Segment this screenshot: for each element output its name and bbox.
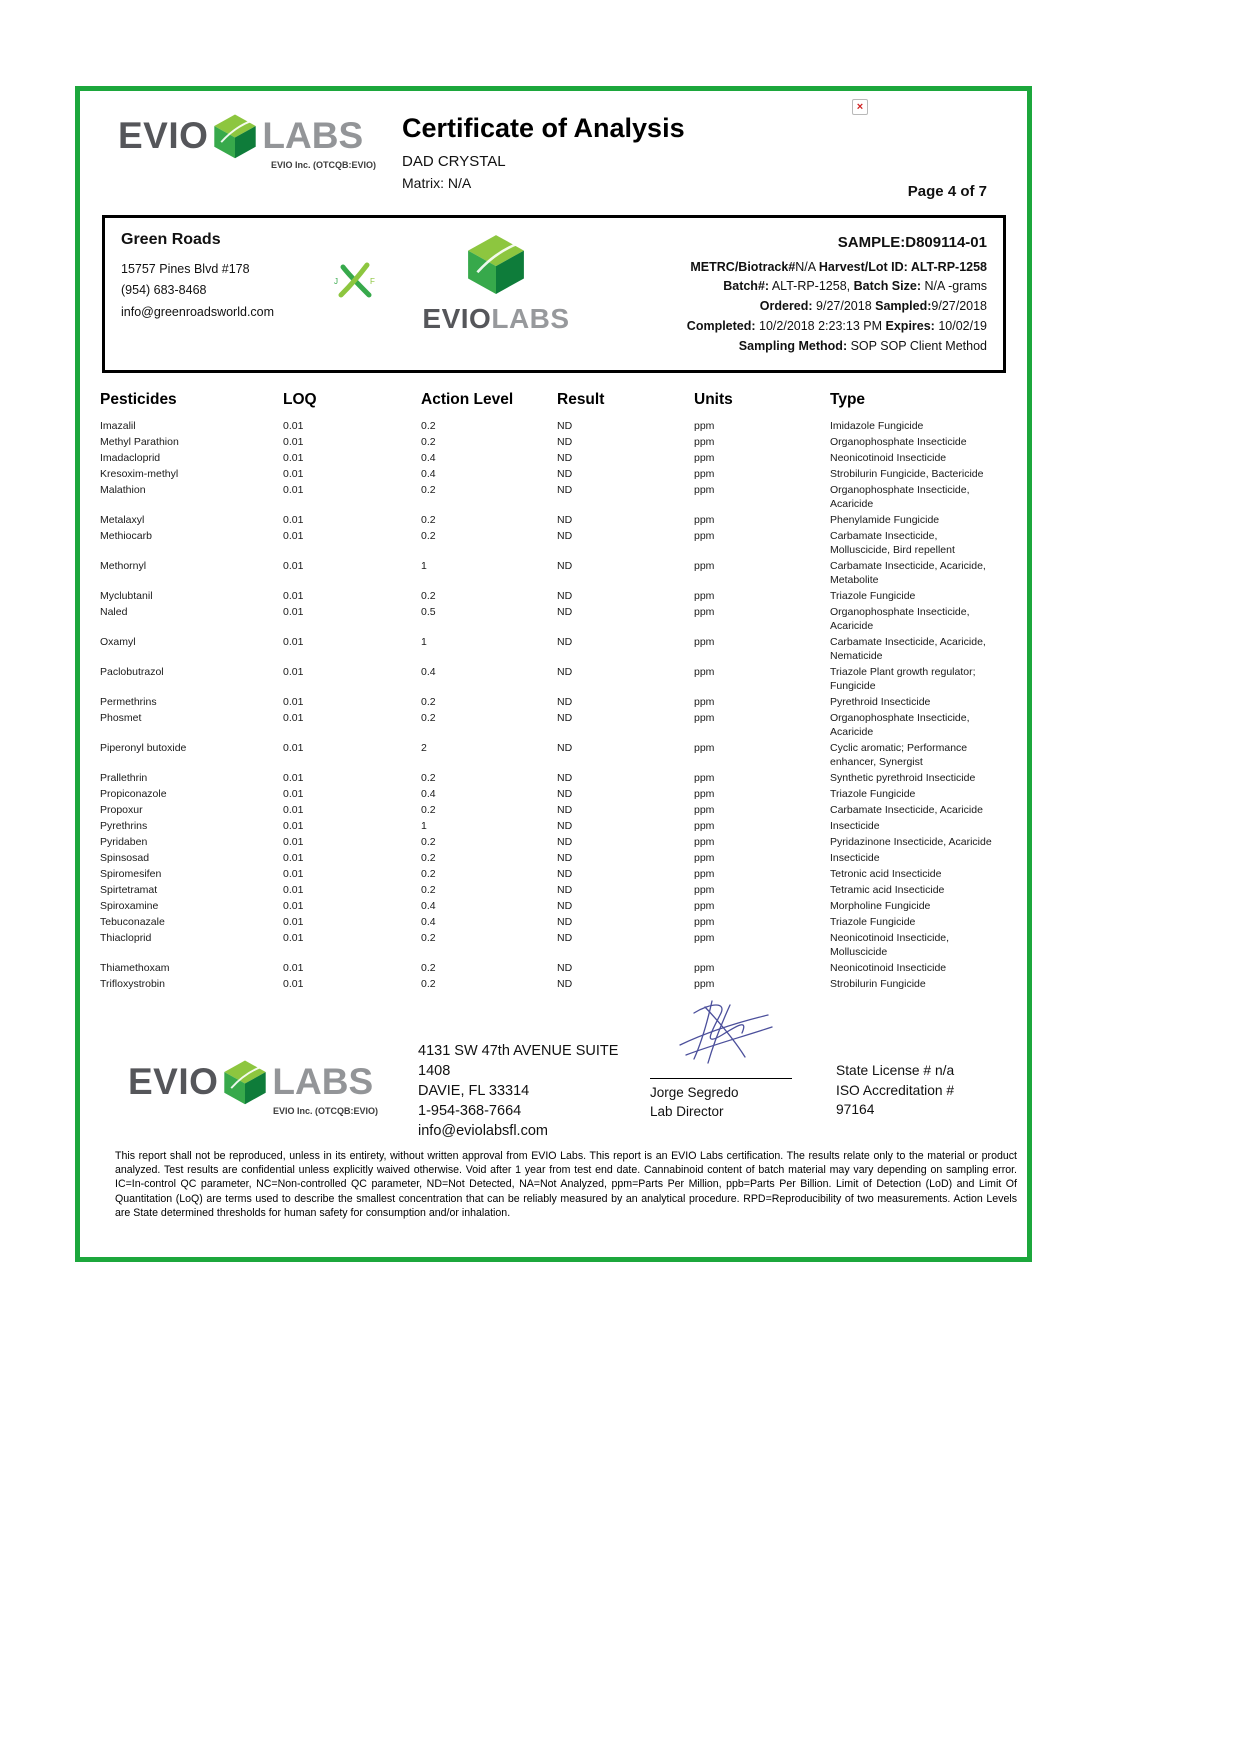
loq-value: 0.01 — [283, 666, 304, 678]
result-value: ND — [557, 666, 573, 678]
result-value: ND — [557, 514, 573, 526]
client-block — [121, 231, 333, 360]
svg-text:F: F — [370, 277, 375, 286]
table-body — [100, 419, 1006, 993]
units-value: ppm — [694, 420, 715, 432]
units-value: ppm — [694, 696, 715, 708]
loq-value: 0.01 — [283, 436, 304, 448]
result-value: ND — [557, 712, 573, 724]
table-row — [100, 559, 1006, 589]
type-value: Carbamate Insecticide, Acaricide — [830, 804, 983, 816]
license-block — [836, 1061, 954, 1120]
type-value: Organophosphate Insecticide, Acaricide — [830, 712, 970, 738]
action-level-value: 0.2 — [421, 932, 436, 944]
matrix-label: Matrix: N/A — [402, 175, 472, 191]
table-row — [100, 695, 1006, 711]
units-value: ppm — [694, 932, 715, 944]
table-row — [100, 741, 1006, 771]
text-segment: Ordered: — [759, 299, 813, 314]
lab-address-line: DAVIE, FL 33314 — [418, 1083, 530, 1099]
type-value: Pyridazinone Insecticide, Acaricide — [830, 836, 992, 848]
loq-value: 0.01 — [283, 962, 304, 974]
harvest-lot-line — [615, 258, 987, 278]
action-level-value: 0.2 — [421, 514, 436, 526]
type-value: Strobilurin Fungicide — [830, 978, 926, 990]
text-segment: Sampled: — [875, 299, 932, 314]
pesticide-name: Metalaxyl — [100, 514, 145, 526]
loq-value: 0.01 — [283, 712, 304, 724]
result-value: ND — [557, 884, 573, 896]
table-row — [100, 851, 1006, 867]
footer-logo-row — [128, 1059, 378, 1105]
action-level-value: 0.2 — [421, 420, 436, 432]
lab-address — [418, 1041, 618, 1141]
pesticide-name: Naled — [100, 606, 128, 618]
units-value: ppm — [694, 484, 715, 496]
loq-value: 0.01 — [283, 836, 304, 848]
units-value: ppm — [694, 788, 715, 800]
pesticide-name: Propoxur — [100, 804, 143, 816]
text-segment: Sampling Method: — [738, 338, 848, 353]
pesticide-name: Thiamethoxam — [100, 962, 170, 974]
pesticide-name: Methornyl — [100, 560, 147, 572]
loq-value: 0.01 — [283, 530, 304, 542]
type-value: Triazole Fungicide — [830, 590, 916, 602]
action-level-value: 0.2 — [421, 804, 436, 816]
logo-subtext: EVIO Inc. (OTCQB:EVIO) — [272, 1106, 378, 1116]
center-logo-text — [422, 303, 569, 335]
evio-labs-center-logo — [377, 231, 615, 360]
units-value: ppm — [694, 820, 715, 832]
units-value: ppm — [694, 452, 715, 464]
units-value: ppm — [694, 742, 715, 754]
sample-details — [615, 231, 987, 360]
units-value: ppm — [694, 712, 715, 724]
result-value: ND — [557, 742, 573, 754]
license-line: State License # n/a — [836, 1063, 955, 1078]
action-level-value: 0.4 — [421, 916, 436, 928]
loq-value: 0.01 — [283, 884, 304, 896]
client-address-line: 15757 Pines Blvd #178 — [121, 262, 250, 276]
text-segment: Batch Size: — [853, 279, 921, 294]
text-segment: Harvest/Lot ID: ALT-RP-1258 — [818, 259, 987, 274]
center-logo-evio: EVIO — [422, 303, 492, 334]
text-segment: Batch#: — [723, 279, 770, 294]
result-value: ND — [557, 804, 573, 816]
units-value: ppm — [694, 852, 715, 864]
action-level-value: 0.2 — [421, 884, 436, 896]
pesticide-name: Spiroxamine — [100, 900, 159, 912]
units-value: ppm — [694, 962, 715, 974]
logo-labs-text: LABS — [272, 1061, 374, 1102]
loq-value: 0.01 — [283, 900, 304, 912]
table-row — [100, 605, 1006, 635]
result-value: ND — [557, 452, 573, 464]
completed-expires-line — [615, 317, 987, 337]
action-level-value: 0.2 — [421, 978, 436, 990]
action-level-value: 0.2 — [421, 712, 436, 724]
units-value: ppm — [694, 868, 715, 880]
loq-value: 0.01 — [283, 820, 304, 832]
table-row — [100, 435, 1006, 451]
action-level-value: 0.2 — [421, 484, 436, 496]
table-row — [100, 977, 1006, 993]
pesticide-name: Spinsosad — [100, 852, 150, 864]
action-level-value: 0.2 — [421, 836, 436, 848]
col-header-units: Units — [694, 391, 733, 408]
action-level-value: 0.2 — [421, 696, 436, 708]
ordered-sampled-line — [615, 297, 987, 317]
logo-labs-text: LABS — [262, 115, 364, 156]
action-level-value: 0.4 — [421, 452, 436, 464]
type-value: Insecticide — [830, 820, 880, 832]
units-value: ppm — [694, 468, 715, 480]
evio-labs-footer-logo — [128, 1059, 378, 1116]
type-value: Cyclic aromatic; Performance enhancer, Synergist — [830, 742, 968, 768]
pesticide-name: Phosmet — [100, 712, 142, 724]
text-segment: Expires: — [885, 318, 935, 333]
pesticide-name: Paclobutrazol — [100, 666, 164, 678]
signature-line — [650, 1078, 792, 1079]
text-segment: 10/2/2018 2:23:13 PM — [755, 318, 886, 333]
type-value: Triazole Plant growth regulator; Fungicide — [830, 666, 976, 692]
evio-cube-icon — [222, 1059, 268, 1105]
table-row — [100, 835, 1006, 851]
col-header-action-level: Action Level — [421, 391, 514, 408]
action-level-value: 0.2 — [421, 852, 436, 864]
result-value: ND — [557, 606, 573, 618]
evio-cube-icon — [465, 233, 527, 295]
pesticide-name: Spirtetramat — [100, 884, 158, 896]
logo-subtext: EVIO Inc. (OTCQB:EVIO) — [270, 160, 376, 170]
text-segment: 10/02/19 — [934, 318, 987, 333]
units-value: ppm — [694, 590, 715, 602]
result-value: ND — [557, 772, 573, 784]
units-value: ppm — [694, 514, 715, 526]
pesticide-name: Methyl Parathion — [100, 436, 179, 448]
type-value: Carbamate Insecticide, Molluscicide, Bird repellent — [830, 530, 955, 556]
units-value: ppm — [694, 772, 715, 784]
disclaimer-text: This report shall not be reproduced, unless in its entirety, without written approval from EVIO Labs. This report is an EVIO Labs certification. The results relate only to the material or product analyzed. Test results are confidential unless explicitly waived otherwise. Void after 1 year from test end date. Cannabinoid content of batch material may vary depending on sampling error. IC=In-control QC parameter, NC=Non-controlled QC parameter, ND=Not Detected, NA=Not Analyzed, ppm=Parts Per Million, ppb=Parts Per Billion. Limit of Detection (LoD) and Limit Of Quantitation (LoQ) are terms used to describe the smallest concentration that can be reliably measured by an analytical procedure. RPD=Reproducibility of two measurements. Action Levels are State determined thresholds for human safety for consumption and/or inhalation. — [115, 1150, 1017, 1219]
result-value: ND — [557, 962, 573, 974]
loq-value: 0.01 — [283, 852, 304, 864]
col-header-loq: LOQ — [283, 391, 317, 408]
type-value: Tetronic acid Insecticide — [830, 868, 942, 880]
result-value: ND — [557, 420, 573, 432]
title-block — [402, 113, 685, 191]
result-value: ND — [557, 484, 573, 496]
pesticide-name: Propiconazole — [100, 788, 167, 800]
units-value: ppm — [694, 978, 715, 990]
loq-value: 0.01 — [283, 514, 304, 526]
table-row — [100, 803, 1006, 819]
text-segment: 9/27/2018 — [812, 299, 876, 314]
pesticide-name: Tebuconazale — [100, 916, 165, 928]
action-level-value: 0.2 — [421, 962, 436, 974]
result-value: ND — [557, 820, 573, 832]
lab-address-line: 1-954-368-7664 — [418, 1103, 522, 1119]
table-row — [100, 771, 1006, 787]
loq-value: 0.01 — [283, 916, 304, 928]
type-value: Imidazole Fungicide — [830, 420, 924, 432]
jf-leaf-icon — [333, 255, 377, 305]
header — [80, 91, 1027, 200]
license-line: 97164 — [836, 1102, 875, 1118]
action-level-value: 0.2 — [421, 530, 436, 542]
type-value: Synthetic pyrethroid Insecticide — [830, 772, 976, 784]
action-level-value: 0.5 — [421, 606, 436, 618]
table-row — [100, 867, 1006, 883]
pesticide-name: Piperonyl butoxide — [100, 742, 187, 754]
units-value: ppm — [694, 636, 715, 648]
result-value: ND — [557, 560, 573, 572]
pesticides-table — [100, 391, 1006, 993]
lab-address-line: 1408 — [418, 1063, 451, 1079]
table-row — [100, 931, 1006, 961]
loq-value: 0.01 — [283, 742, 304, 754]
loq-value: 0.01 — [283, 772, 304, 784]
action-level-value: 0.2 — [421, 772, 436, 784]
result-value: ND — [557, 900, 573, 912]
type-value: Pyrethroid Insecticide — [830, 696, 931, 708]
evio-labs-logo-row — [118, 113, 376, 159]
type-value: Phenylamide Fungicide — [830, 514, 940, 526]
text-segment: SOP SOP Client Method — [847, 338, 987, 353]
action-level-value: 0.4 — [421, 788, 436, 800]
pesticide-name: Methiocarb — [100, 530, 152, 542]
action-level-value: 0.2 — [421, 590, 436, 602]
result-value: ND — [557, 436, 573, 448]
loq-value: 0.01 — [283, 560, 304, 572]
table-row — [100, 915, 1006, 931]
units-value: ppm — [694, 804, 715, 816]
text-segment: N/A -grams — [921, 279, 987, 294]
loq-value: 0.01 — [283, 788, 304, 800]
table-row — [100, 961, 1006, 977]
units-value: ppm — [694, 916, 715, 928]
loq-value: 0.01 — [283, 636, 304, 648]
units-value: ppm — [694, 884, 715, 896]
type-value: Carbamate Insecticide, Acaricide, Nematicide — [830, 636, 986, 662]
pesticide-name: Spiromesifen — [100, 868, 162, 880]
batch-line — [615, 277, 987, 297]
pesticide-name: Oxamyl — [100, 636, 136, 648]
table-row — [100, 787, 1006, 803]
table-row — [100, 635, 1006, 665]
type-value: Morpholine Fungicide — [830, 900, 931, 912]
pesticide-name: Permethrins — [100, 696, 157, 708]
table-row — [100, 529, 1006, 559]
logo-evio-text: EVIO — [118, 115, 209, 156]
evio-cube-icon — [212, 113, 258, 159]
loq-value: 0.01 — [283, 932, 304, 944]
result-value: ND — [557, 836, 573, 848]
table-row — [100, 451, 1006, 467]
loq-value: 0.01 — [283, 978, 304, 990]
type-value: Neonicotinoid Insecticide, Molluscicide — [830, 932, 950, 958]
action-level-value: 0.4 — [421, 666, 436, 678]
type-value: Carbamate Insecticide, Acaricide, Metabolite — [830, 560, 986, 586]
client-name: Green Roads — [121, 231, 221, 248]
signer-name: Jorge Segredo — [650, 1085, 739, 1100]
signature-block — [650, 993, 805, 1119]
result-value: ND — [557, 868, 573, 880]
units-value: ppm — [694, 530, 715, 542]
lab-address-line: info@eviolabsfl.com — [418, 1123, 548, 1139]
loq-value: 0.01 — [283, 468, 304, 480]
license-line: ISO Accreditation # — [836, 1082, 955, 1098]
pesticide-name: Imazalil — [100, 420, 136, 432]
action-level-value: 1 — [421, 560, 427, 572]
units-value: ppm — [694, 560, 715, 572]
action-level-value: 1 — [421, 820, 427, 832]
text-segment: N/A — [795, 259, 819, 274]
logo-evio-text: EVIO — [128, 1061, 219, 1102]
type-value: Neonicotinoid Insecticide — [830, 452, 947, 464]
svg-text:J: J — [334, 277, 338, 286]
units-value: ppm — [694, 900, 715, 912]
col-header-result: Result — [557, 391, 605, 408]
page-number: Page 4 of 7 — [907, 183, 987, 200]
broken-image-icon: × — [852, 99, 868, 115]
text-segment: METRC/Biotrack# — [690, 259, 796, 274]
result-value: ND — [557, 696, 573, 708]
action-level-value: 0.4 — [421, 900, 436, 912]
table-row — [100, 899, 1006, 915]
result-value: ND — [557, 636, 573, 648]
table-row — [100, 419, 1006, 435]
pesticide-name: Malathion — [100, 484, 146, 496]
client-address-line: info@greenroadsworld.com — [121, 304, 275, 319]
sample-info-box — [102, 215, 1006, 373]
table-row — [100, 883, 1006, 899]
type-value: Organophosphate Insecticide, Acaricide — [830, 484, 970, 510]
client-address — [121, 259, 333, 323]
units-value: ppm — [694, 606, 715, 618]
sampling-method-line — [615, 337, 987, 357]
type-value: Neonicotinoid Insecticide — [830, 962, 947, 974]
table-row — [100, 711, 1006, 741]
text-segment: ALT-RP-1258, — [769, 279, 854, 294]
action-level-value: 0.4 — [421, 468, 436, 480]
product-name: DAD CRYSTAL — [402, 153, 506, 170]
units-value: ppm — [694, 436, 715, 448]
signature-image — [650, 993, 800, 1073]
loq-value: 0.01 — [283, 420, 304, 432]
loq-value: 0.01 — [283, 868, 304, 880]
type-value: Triazole Fungicide — [830, 788, 916, 800]
table-row — [100, 483, 1006, 513]
lab-address-line: 4131 SW 47th AVENUE SUITE — [418, 1043, 619, 1059]
table-row — [100, 589, 1006, 605]
type-value: Insecticide — [830, 852, 880, 864]
result-value: ND — [557, 788, 573, 800]
loq-value: 0.01 — [283, 804, 304, 816]
certificate-title: Certificate of Analysis — [402, 113, 685, 143]
units-value: ppm — [694, 666, 715, 678]
table-row — [100, 467, 1006, 483]
pesticide-name: Imadacloprid — [100, 452, 161, 464]
col-header-pesticides: Pesticides — [100, 391, 177, 408]
pesticide-name: Myclubtanil — [100, 590, 153, 602]
pesticide-name: Pyridaben — [100, 836, 148, 848]
loq-value: 0.01 — [283, 484, 304, 496]
action-level-value: 1 — [421, 636, 427, 648]
type-value: Triazole Fungicide — [830, 916, 916, 928]
type-value: Organophosphate Insecticide, Acaricide — [830, 606, 970, 632]
type-value: Tetramic acid Insecticide — [830, 884, 945, 896]
table-row — [100, 819, 1006, 835]
table-row — [100, 513, 1006, 529]
sample-id — [615, 231, 987, 255]
pesticide-name: Kresoxim-methyl — [100, 468, 179, 480]
signer-title: Lab Director — [650, 1104, 724, 1119]
evio-labs-logo — [118, 113, 376, 191]
table-header-row — [100, 391, 1006, 419]
text-segment: Completed: — [686, 318, 756, 333]
units-value: ppm — [694, 836, 715, 848]
result-value: ND — [557, 916, 573, 928]
action-level-value: 0.2 — [421, 436, 436, 448]
loq-value: 0.01 — [283, 590, 304, 602]
pesticide-name: Pyrethrins — [100, 820, 148, 832]
type-value: Organophosphate Insecticide — [830, 436, 967, 448]
loq-value: 0.01 — [283, 452, 304, 464]
result-value: ND — [557, 530, 573, 542]
loq-value: 0.01 — [283, 606, 304, 618]
result-value: ND — [557, 852, 573, 864]
loq-value: 0.01 — [283, 696, 304, 708]
type-value: Strobilurin Fungicide, Bactericide — [830, 468, 984, 480]
certificate-page — [75, 86, 1032, 1262]
result-value: ND — [557, 468, 573, 480]
pesticide-name: Prallethrin — [100, 772, 148, 784]
result-value: ND — [557, 932, 573, 944]
action-level-value: 2 — [421, 742, 427, 754]
client-address-line: (954) 683-8468 — [121, 283, 207, 298]
text-segment: SAMPLE:D809114-01 — [837, 234, 987, 251]
col-header-type: Type — [830, 391, 866, 408]
center-logo-labs: LABS — [491, 303, 570, 334]
footer — [80, 1001, 1027, 1166]
pesticide-name: Thiacloprid — [100, 932, 152, 944]
action-level-value: 0.2 — [421, 868, 436, 880]
table-row — [100, 665, 1006, 695]
result-value: ND — [557, 590, 573, 602]
pesticide-name: Trifloxystrobin — [100, 978, 165, 990]
text-segment: 9/27/2018 — [931, 299, 987, 314]
result-value: ND — [557, 978, 573, 990]
